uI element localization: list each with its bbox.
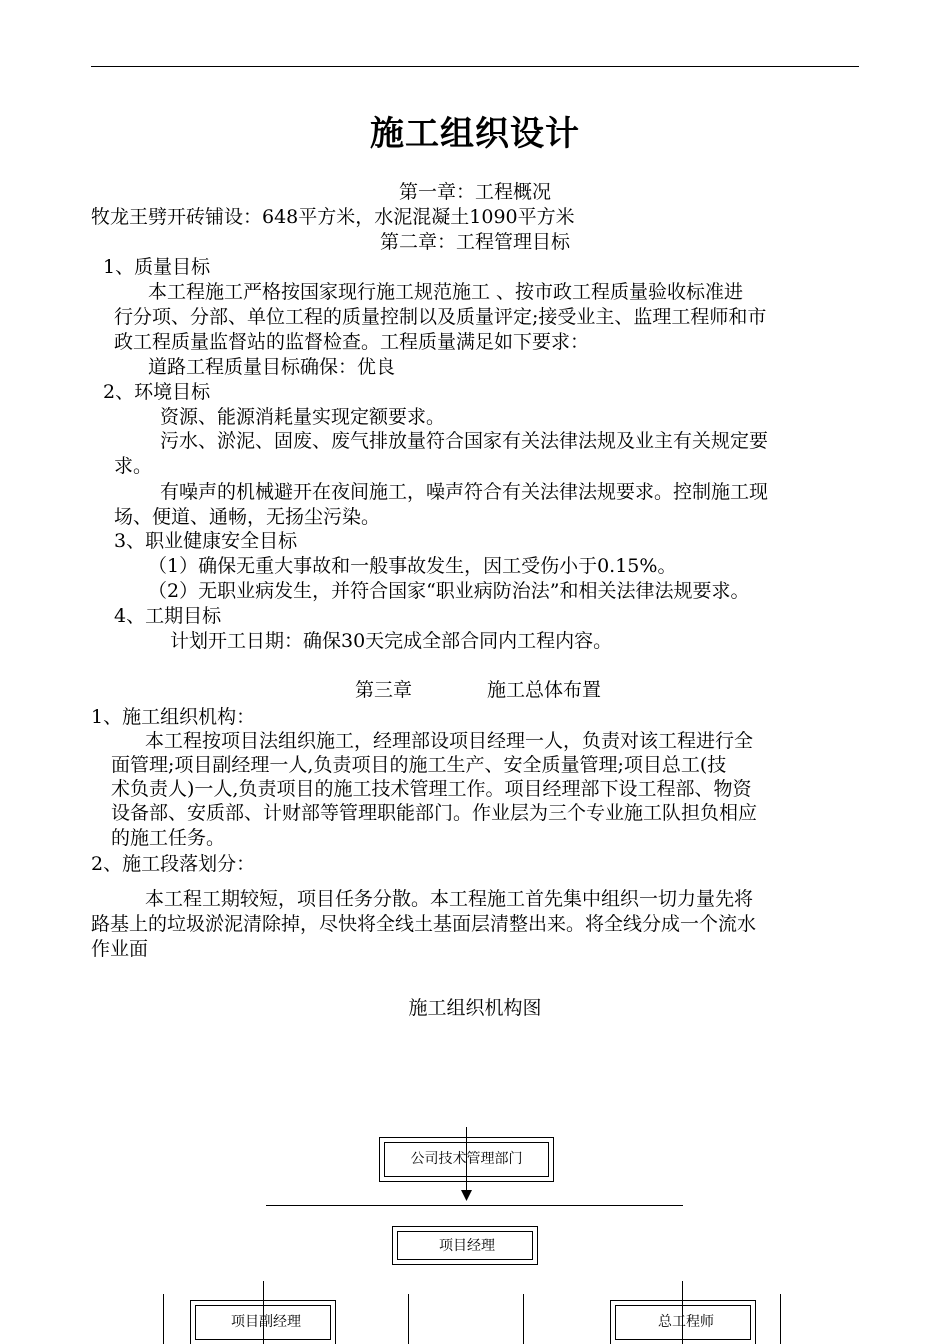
environment-heading: 2、环境目标 (103, 381, 211, 403)
chief-box-label: 总工程师 (658, 1314, 714, 1330)
org-line-5: 的施工任务。 (111, 827, 226, 849)
org-heading: 1、施工组织机构： (91, 706, 256, 728)
schedule-heading: 4、工期目标 (114, 605, 222, 627)
chapter3-heading-number: 第三章 (355, 679, 413, 701)
segments-heading: 2、施工段落划分： (91, 853, 256, 875)
org-line-2: 面管理;项目副经理一人,负责项目的施工生产、安全质量管理;项目总工(技 (111, 754, 727, 776)
health-heading: 3、职业健康安全目标 (114, 530, 298, 552)
environment-line-4: 有噪声的机械避开在夜间施工，噪声符合有关法律法规要求。控制施工现 (160, 481, 769, 503)
segments-line-1: 本工程工期较短，项目任务分散。本工程施工首先集中组织一切力量先将 (145, 888, 754, 910)
chapter1-heading: 第一章：工程概况 (398, 181, 551, 203)
schedule-line-1: 计划开工日期：确保30天完成全部合同内工程内容。 (170, 630, 613, 652)
environment-line-3: 求。 (114, 455, 153, 477)
chapter1-text: 牧龙王劈开砖铺设：648平方米，水泥混凝土1090平方米 (91, 206, 575, 228)
environment-line-1: 资源、能源消耗量实现定额要求。 (160, 406, 446, 428)
health-line-2: （2）无职业病发生，并符合国家“职业病防治法”和相关法律法规要求。 (148, 580, 750, 602)
quality-line-3: 政工程质量监督站的监督检查。工程质量满足如下要求： (114, 331, 590, 353)
company-box-label: 公司技术管理部门 (410, 1151, 523, 1167)
segments-line-2: 路基上的垃圾淤泥清除掉，尽快将全线土基面层清整出来。将全线分成一个流水 (91, 913, 757, 935)
chapter2-heading: 第二章：工程管理目标 (379, 231, 570, 253)
quality-line-1: 本工程施工严格按国家现行施工规范施工 、按市政工程质量验收标准进 (148, 281, 744, 303)
chapter3-heading-title: 施工总体布置 (487, 679, 602, 701)
quality-line-2: 行分项、分部、单位工程的质量控制以及质量评定;接受业主、监理工程师和市 (114, 306, 767, 328)
quality-line-4: 道路工程质量目标确保：优良 (148, 356, 396, 378)
org-chart-title: 施工组织机构图 (408, 997, 542, 1019)
org-line-4: 设备部、安质部、计财部等管理职能部门。作业层为三个专业施工队担负相应 (111, 802, 758, 824)
health-line-1: （1）确保无重大事故和一般事故发生，因工受伤小于0.15%。 (148, 555, 677, 577)
org-line-1: 本工程按项目法组织施工，经理部设项目经理一人，负责对该工程进行全 (145, 730, 754, 752)
manager-box-label: 项目经理 (439, 1238, 495, 1254)
environment-line-5: 场、便道、通畅，无扬尘污染。 (114, 506, 381, 528)
segments-line-3: 作业面 (91, 938, 149, 960)
document-title: 施工组织设计 (370, 114, 580, 154)
org-line-3: 术负责人)一人,负责项目的施工技术管理工作。项目经理部下设工程部、物资 (111, 778, 752, 800)
connector-arrowhead (461, 1190, 472, 1201)
deputy-box-label: 项目副经理 (231, 1314, 301, 1330)
environment-line-2: 污水、淤泥、固废、废气排放量符合国家有关法律法规及业主有关规定要 (160, 430, 769, 452)
quality-heading: 1、质量目标 (103, 256, 211, 278)
